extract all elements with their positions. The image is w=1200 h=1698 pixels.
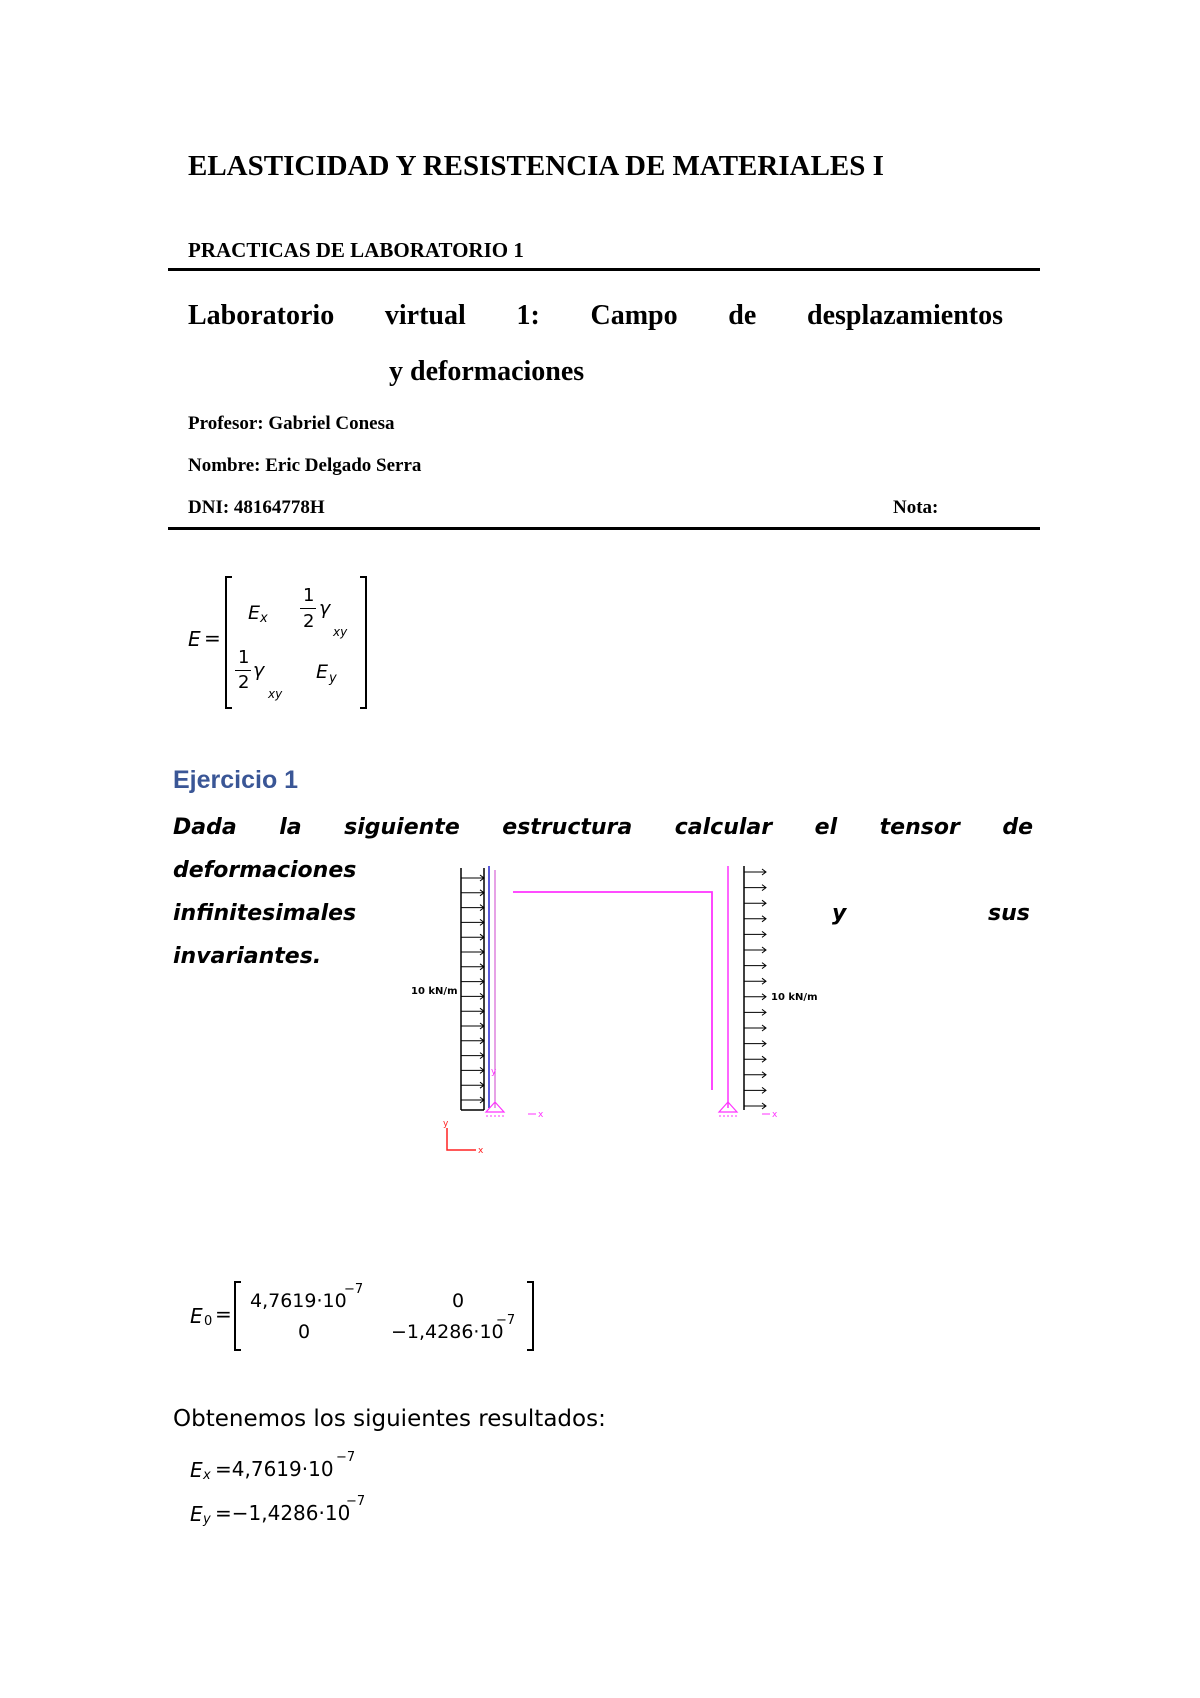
tensor-definition (188, 575, 388, 715)
half-num-21: 1 (238, 647, 250, 668)
frac-bar-21 (235, 670, 251, 671)
ex-base: E (190, 1458, 203, 1482)
gamma-sub-21: xy (268, 687, 283, 701)
practicas-subtitle: PRACTICAS DE LABORATORIO 1 (188, 238, 524, 262)
e22-base: E (316, 661, 329, 683)
result-equals: = (215, 1302, 232, 1326)
left-axis-x-label: x (538, 1110, 544, 1120)
results-intro: Obtenemos los siguientes resultados: (173, 1406, 606, 1432)
e11-base: E (248, 602, 261, 624)
header-rule-top (168, 268, 1040, 271)
right-axis-x-label: x (772, 1110, 778, 1120)
result-ex (188, 1450, 488, 1490)
a11-mantissa: 4,7619·10 (250, 1290, 347, 1312)
exercise-title: Ejercicio 1 (173, 766, 299, 794)
ex-value: =4,7619·10 (215, 1457, 334, 1481)
e11-sub: x (260, 611, 268, 626)
ey-sub: y (203, 1512, 211, 1527)
half-num-12: 1 (303, 585, 315, 606)
gamma-sub-12: xy (333, 625, 348, 639)
exercise-statement-line3c: sus (988, 901, 1030, 926)
a12-value: 0 (452, 1290, 465, 1312)
result-ey (188, 1494, 488, 1534)
deformed-frame (513, 892, 712, 1090)
right-load-label: 10 kN/m (771, 992, 818, 1003)
result-matrix (188, 1280, 548, 1355)
left-load-label: 10 kN/m (411, 986, 458, 997)
exercise-statement-line4: invariantes. (173, 944, 322, 969)
ey-base: E (190, 1502, 203, 1526)
result-left-bracket (233, 1280, 243, 1352)
a21-value: 0 (298, 1321, 311, 1343)
right-bracket (358, 575, 368, 710)
left-bracket (224, 575, 234, 710)
left-axis-y-label: y (491, 1067, 497, 1077)
a11-exponent: −7 (344, 1282, 364, 1297)
grade-label: Nota: (893, 497, 939, 518)
dni-line: DNI: 48164778H (188, 497, 325, 518)
structure-figure (400, 860, 820, 1160)
tensor-lhs: E (188, 627, 201, 651)
a22-mantissa: −1,4286·10 (391, 1321, 504, 1343)
result-lhs-sub: 0 (204, 1314, 213, 1329)
e22-sub: y (329, 671, 337, 686)
half-den-21: 2 (238, 672, 250, 693)
gamma-21: γ (253, 659, 265, 681)
global-axes (447, 1128, 476, 1150)
half-den-12: 2 (303, 611, 315, 632)
global-axis-x-label: x (478, 1146, 484, 1156)
left-load-arrows (461, 875, 484, 1103)
exercise-statement-line3b: y (832, 901, 847, 926)
tensor-equals: = (204, 626, 221, 650)
header-rule-bottom (168, 527, 1040, 530)
result-right-bracket (525, 1280, 535, 1352)
course-title: ELASTICIDAD Y RESISTENCIA DE MATERIALES I (188, 150, 884, 182)
lab-title-line1: Laboratorio virtual 1: Campo de desplazamientos (188, 300, 1003, 331)
ey-exponent: −7 (346, 1494, 366, 1509)
right-load-arrows (744, 869, 766, 1109)
exercise-statement-line3a: infinitesimales (173, 901, 357, 926)
global-axis-y-label: y (443, 1119, 449, 1129)
ex-sub: x (203, 1468, 211, 1483)
result-lhs-base: E (190, 1304, 203, 1328)
gamma-12: γ (319, 597, 331, 619)
exercise-statement-line2: deformaciones (173, 858, 357, 883)
lab-title-line2: y deformaciones (389, 356, 585, 387)
frac-bar-12 (300, 608, 316, 609)
exercise-statement-line1: Dada la siguiente estructura calcular el tensor de (173, 815, 1033, 840)
a22-exponent: −7 (496, 1313, 516, 1328)
student-name-line: Nombre: Eric Delgado Serra (188, 455, 422, 476)
ey-value: =−1,4286·10 (215, 1501, 351, 1525)
professor-line: Profesor: Gabriel Conesa (188, 413, 395, 434)
ex-exponent: −7 (336, 1450, 356, 1465)
